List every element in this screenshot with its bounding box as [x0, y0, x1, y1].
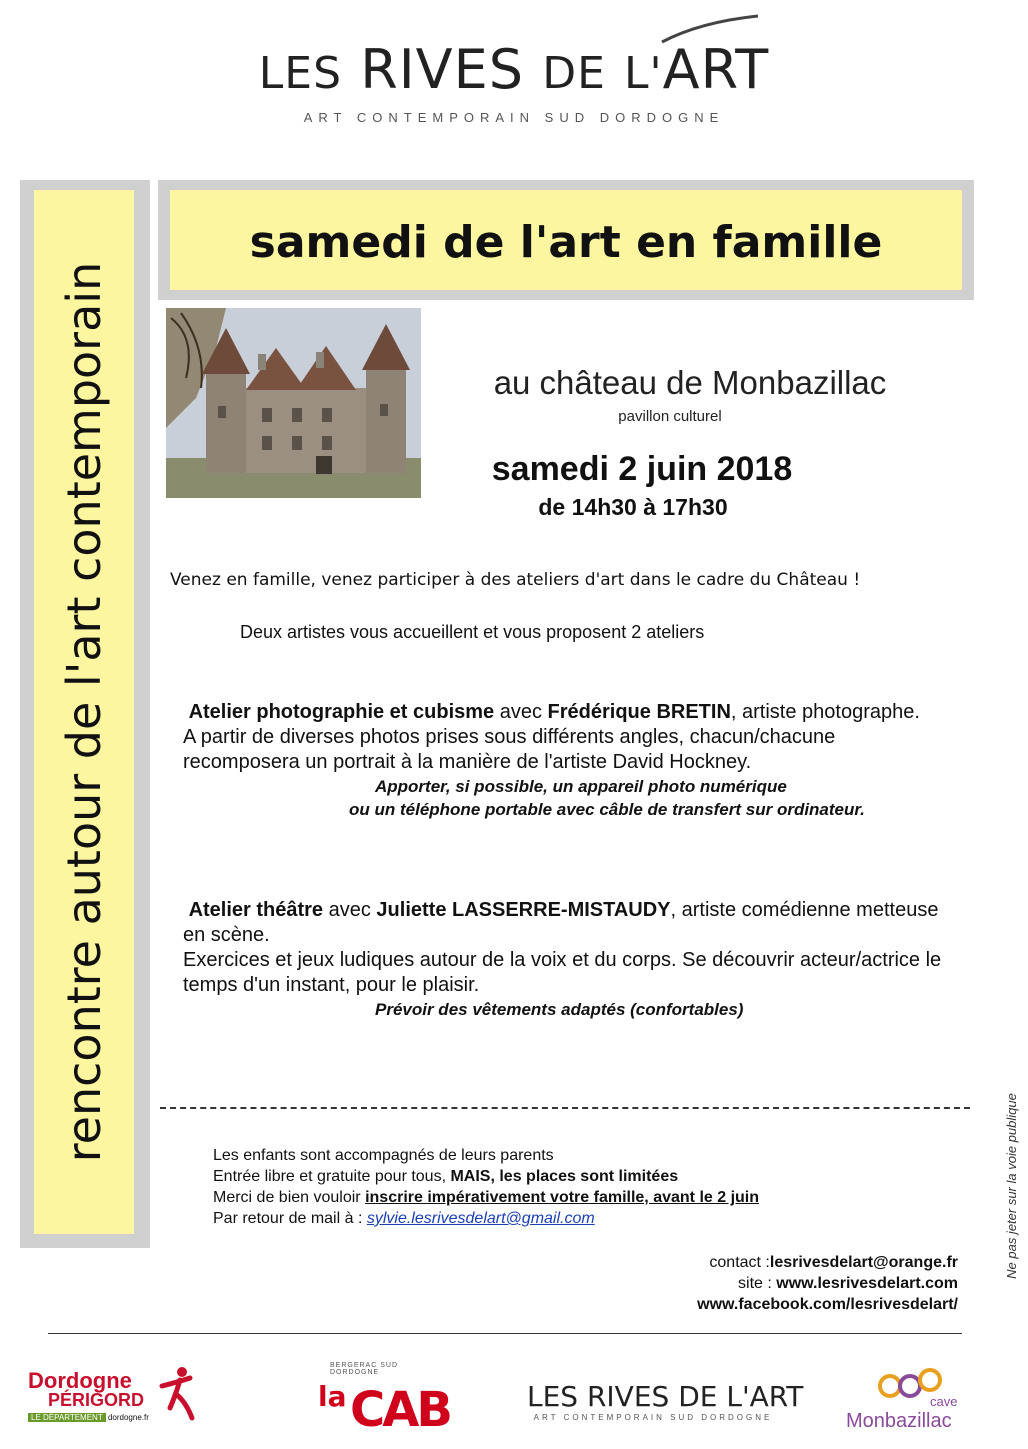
- side-note: Ne pas jeter sur la voie publique: [1004, 1093, 1019, 1279]
- rives-footer-subtitle: ART CONTEMPORAIN SUD DORDOGNE: [533, 1413, 773, 1422]
- event-hours: de 14h30 à 17h30: [538, 494, 728, 520]
- info-line-4a: Par retour de mail à :: [213, 1210, 367, 1227]
- logo-subtitle: ART CONTEMPORAIN SUD DORDOGNE: [303, 110, 725, 125]
- dordogne-logo-title: Dordogne: [28, 1368, 132, 1393]
- event-date: samedi 2 juin 2018: [491, 450, 793, 488]
- workshop-theatre-note: Prévoir des vêtements adaptés (confortables): [375, 1000, 744, 1019]
- footer-divider: [48, 1333, 962, 1334]
- side-banner-text: rencontre autour de l'art contemporain: [57, 261, 111, 1163]
- logo-title: [0, 38, 1028, 101]
- info-line-4: [213, 1208, 933, 1229]
- info-line-3b: inscrire impérativement votre famille, avant le 2 juin: [365, 1189, 760, 1206]
- cab-logo-mark: [316, 1376, 450, 1440]
- site-link[interactable]: www.lesrivesdelart.com: [776, 1275, 958, 1292]
- cave-name: Monbazillac: [846, 1410, 952, 1432]
- cab-logo: [316, 1362, 450, 1438]
- contact-facebook-line: [600, 1294, 958, 1315]
- workshop-theatre-heading: [183, 898, 943, 948]
- dashed-divider: [160, 1107, 970, 1109]
- logo-word-l: L': [624, 48, 663, 99]
- workshop-photography-heading: [183, 700, 943, 725]
- workshop-theatre-artist: Juliette LASSERRE-MISTAUDY: [376, 899, 671, 921]
- rives-footer-logo: [527, 1380, 804, 1434]
- dordogne-logo: [28, 1368, 198, 1438]
- intro-text: Venez en famille, venez participer à des ateliers d'art dans le cadre du Château !: [170, 570, 861, 590]
- workshop-photography-desc: A partir de diverses photos prises sous différents angles, chacun/chacune recomposera un portrait à la manière de l'artiste David Hockney.: [183, 726, 836, 773]
- venue-subtitle: pavillon culturel: [618, 408, 722, 425]
- venue-title: au château de Monbazillac: [493, 364, 887, 401]
- workshop-theatre-desc: Exercices et jeux ludiques autour de la voix et du corps. Se découvrir acteur/actrice le temps d'un instant, pour le plaisir.: [183, 949, 942, 996]
- workshop-theatre-avec: avec: [323, 899, 377, 921]
- dordogne-logo-subtitle: PÉRIGORD: [48, 1390, 145, 1410]
- contact-email-line: [600, 1252, 958, 1273]
- workshop-theatre-title: Atelier théâtre: [188, 899, 324, 921]
- cab-logo-la: la: [318, 1380, 347, 1413]
- contact-email-link[interactable]: lesrivesdelart@orange.fr: [769, 1254, 958, 1271]
- workshop-photography-note-1: Apporter, si possible, un appareil photo numérique: [375, 777, 787, 796]
- info-line-2b: MAIS, les places sont limitées: [450, 1168, 679, 1185]
- logo-word-art: ART: [662, 38, 770, 101]
- dordogne-logo-dept: LE DÉPARTEMENT: [28, 1413, 106, 1422]
- workshop-photography-note-2: ou un téléphone portable avec câble de transfert sur ordinateur.: [349, 800, 865, 819]
- cab-logo-main: CAB: [350, 1382, 450, 1438]
- dancer-icon: [156, 1364, 198, 1424]
- info-line-3: [213, 1187, 933, 1208]
- workshop-photography: [183, 700, 943, 821]
- info-line-2a: Entrée libre et gratuite pour tous,: [213, 1168, 451, 1185]
- page-title: samedi de l'art en famille: [249, 217, 883, 268]
- workshop-theatre: [183, 898, 943, 1021]
- workshop-photography-avec: avec: [494, 701, 548, 723]
- contact-label: contact :: [709, 1254, 770, 1271]
- intro-text-2: Deux artistes vous accueillent et vous proposent 2 ateliers: [240, 622, 705, 642]
- facebook-link[interactable]: www.facebook.com/lesrivesdelart/: [697, 1296, 958, 1313]
- rives-footer-title: LES RIVES DE L'ART: [527, 1380, 804, 1413]
- cab-logo-top: BERGERAC SUD DORDOGNE: [330, 1362, 399, 1376]
- logo-word-rives: RIVES: [360, 38, 525, 101]
- castle-photo: [166, 308, 421, 498]
- logo-word-de: DE: [542, 48, 606, 99]
- workshop-theatre-role: , artiste comédienne metteuse en scène.: [183, 899, 939, 946]
- cave-label: cave: [930, 1394, 958, 1409]
- email-link[interactable]: sylvie.lesrivesdelart@gmail.com: [366, 1210, 595, 1227]
- workshop-photography-role: , artiste photographe.: [730, 701, 920, 723]
- contact-block: [600, 1252, 958, 1315]
- cave-monbazillac-logo: [846, 1362, 980, 1440]
- site-label: site :: [738, 1275, 777, 1292]
- info-line-2: [213, 1166, 933, 1187]
- info-line-3a: Merci de bien vouloir: [213, 1189, 366, 1206]
- logo-word-les: LES: [258, 48, 343, 99]
- info-line-1: Les enfants sont accompagnés de leurs parents: [213, 1147, 554, 1164]
- contact-site-line: [600, 1273, 958, 1294]
- workshop-photography-artist: Frédérique BRETIN: [547, 701, 731, 723]
- workshop-photography-title: Atelier photographie et cubisme: [188, 701, 495, 723]
- dordogne-logo-url: dordogne.fr: [107, 1413, 149, 1422]
- practical-info: [213, 1145, 933, 1229]
